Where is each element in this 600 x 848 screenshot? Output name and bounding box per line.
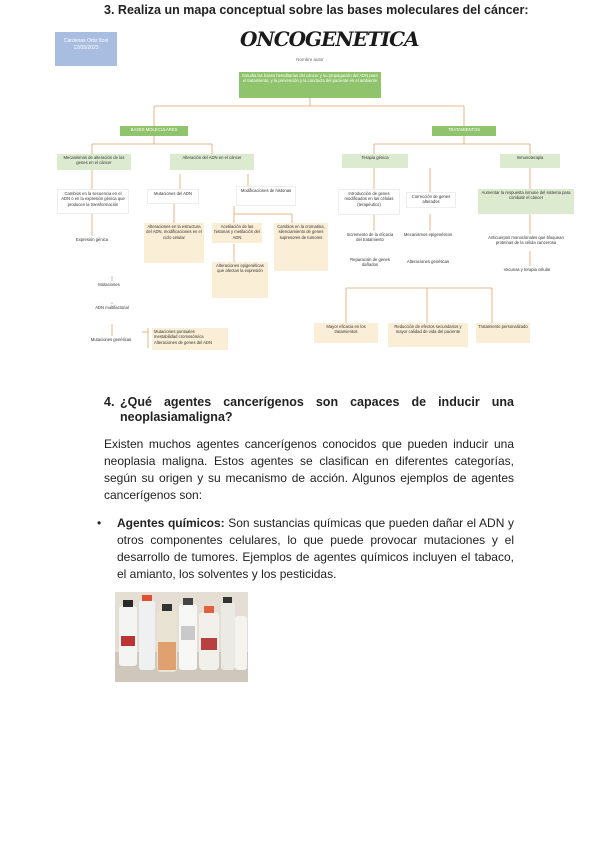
section-title: Realiza un mapa conceptual sobre las bases moleculares del cáncer: — [117, 3, 529, 17]
map-node-vacunas: Vacunas y terapia celular — [482, 266, 572, 282]
map-node-reduccion-efectos: Reducción de efectos secundarios y mayor calidad de vida del paciente — [388, 323, 468, 347]
section-4-heading — [104, 395, 514, 425]
map-node-mecanismos: Mecanismos de alteración de los genes en el cáncer — [57, 154, 131, 170]
bullet-title: Agentes químicos: — [117, 516, 225, 530]
map-node-terapia-genica: Terapia génica — [342, 154, 408, 168]
map-node-mutaciones: Mutaciones — [82, 281, 136, 289]
map-node-mutaciones-geneticas: Mutaciones genéticas — [84, 336, 138, 354]
map-node-mecanismos-epigeneticos: Mecanismos epigenéticos — [400, 231, 456, 245]
map-title: ONCOGENETICA — [240, 27, 419, 51]
map-node-adn-multifactorial: ADN multifactorial — [82, 304, 142, 318]
concept-map — [52, 26, 572, 368]
map-node-expresion-genica: Expresión génica — [62, 236, 122, 244]
map-node-alteracion-adn: Alteración del ADN en el cáncer — [170, 154, 254, 170]
bottles-illustration — [115, 592, 248, 682]
section-number: 3. — [104, 3, 115, 17]
map-root-node: Estudia las bases hereditarias del cáncer y su propagación del ADN para el tratamiento, y la prevención y la conducta del paciente en el ambiente — [239, 72, 381, 98]
question-line-1: ¿Qué agentes cancerígenos son capaces de inducir una — [120, 395, 514, 409]
map-side-note: Cárdenas Ortiz Itzel 12/05/2023 — [55, 32, 117, 66]
map-node-mayor-eficacia: Mayor eficacia en los tratamientos — [314, 323, 378, 343]
map-node-introduccion-genes: Introducción de genes modificados en las células (terapéutico) — [338, 189, 400, 215]
map-node-cambios-secuencia: Cambios en la secuencia en el ADN o en la expresión génica que producen la transformación — [57, 189, 129, 214]
map-node-alteraciones-estructura: Alteraciones en la estructura del ADN, modificaciones en el ciclo celular — [144, 223, 204, 263]
map-list-item: Alteraciones de genes del ADN — [154, 339, 212, 345]
map-list-item: Mutaciones puntuales — [154, 329, 195, 334]
map-branch-bases-moleculares: BASES MOLECULARES — [120, 126, 188, 136]
map-node-alteraciones-geneticas: Alteraciones genéticas — [400, 258, 456, 272]
bullet-marker: • — [97, 516, 102, 530]
section-number: 4. — [104, 395, 115, 409]
question-line-2: neoplasiamaligna? — [120, 410, 233, 424]
bullet-body — [97, 515, 514, 583]
chemical-bottles-photo — [115, 592, 248, 682]
map-node-acetilacion: Acetilación de las histonas y metilación del ADN — [212, 223, 262, 243]
map-node-anticuerpos: Anticuerpos monoclonales que bloquean proteínas de la célula cancerosa — [478, 234, 574, 251]
bullet-text: Son sustancias químicas que pueden dañar el ADN y otros componentes celulares, lo que puede provocar mutaciones y el desarrollo de tumores. Ejemplos de agentes químicos incluyen el tabaco, el amianto, los solventes y los pesticidas. — [117, 516, 514, 581]
map-node-tratamiento-personalizado: Tratamiento personalizado — [476, 323, 530, 343]
map-node-lista-mutaciones — [152, 328, 228, 350]
bullet-agentes-quimicos — [97, 515, 514, 583]
map-branch-tratamientos: TRATAMIENTOS — [432, 126, 496, 136]
map-node-incremento-eficacia: Incremento de la eficacia del tratamiento — [344, 231, 396, 251]
map-node-correccion-genes: Corrección de genes alterados — [406, 192, 456, 208]
map-list-item: Inestabilidad cromosómica — [154, 334, 204, 340]
map-node-inmunoterapia: Inmunoterapia — [500, 154, 560, 168]
map-node-cambios-cromatina: Cambios en la cromatina, silenciamiento de genes supresores de tumores — [274, 223, 328, 271]
map-author: Nombre autor — [296, 57, 324, 62]
map-node-mutaciones-adn: Mutaciones del ADN — [147, 189, 199, 204]
map-node-respuesta-inmune: Aumentar la respuesta inmune del sistema para combatir el cáncer — [478, 189, 574, 214]
map-node-modificaciones-histonas: Modificaciones de histonas — [236, 186, 296, 206]
map-node-reparacion-genes: Reparación de genes dañados — [344, 256, 396, 274]
map-node-alteraciones-epigeneticas: Alteraciones epigenéticas que afectan la expresión — [212, 262, 268, 298]
section-3-heading — [104, 3, 529, 17]
intro-paragraph: Existen muchos agentes cancerígenos conocidos que pueden inducir una neoplasia maligna. Estos agentes se clasifican en diferentes categorías, según su origen y su mecanismo de acción. Algunos ejemplos de agentes cancerígenos son: — [104, 437, 514, 502]
